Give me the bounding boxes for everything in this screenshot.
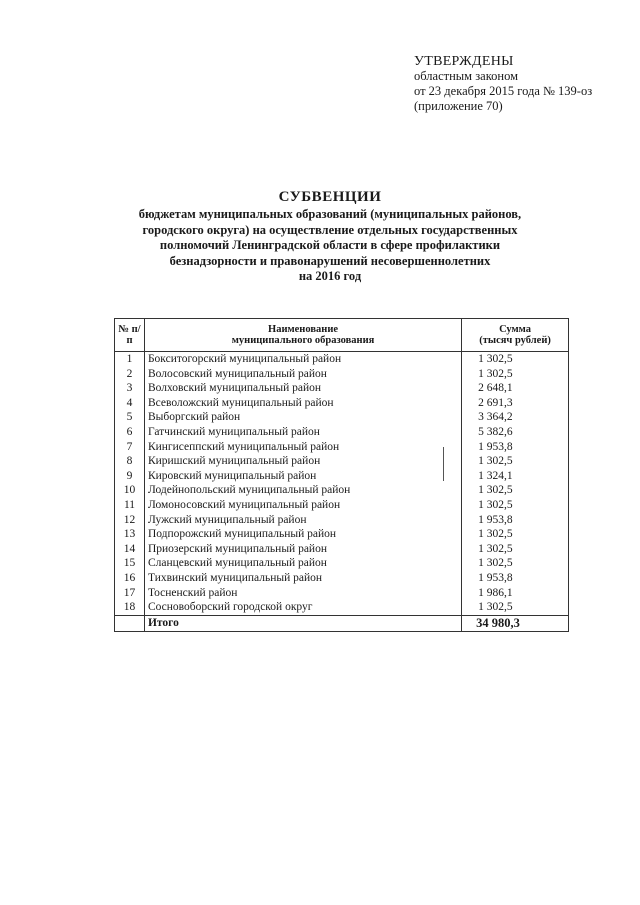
- row-name: Кировский муниципальный район: [144, 469, 461, 484]
- table-row: [115, 542, 569, 557]
- row-sum: 1 302,5: [462, 483, 569, 498]
- row-sum: 2 648,1: [462, 381, 569, 396]
- approval-line-3: (приложение 70): [414, 99, 503, 113]
- scan-mark-line: [443, 447, 444, 481]
- row-sum: 1 953,8: [462, 571, 569, 586]
- row-num: 14: [115, 542, 145, 557]
- row-name: Бокситогорский муниципальный район: [144, 352, 461, 367]
- row-sum: 1 953,8: [462, 440, 569, 455]
- row-num: 16: [115, 571, 145, 586]
- table-row: [115, 352, 569, 367]
- row-sum: 2 691,3: [462, 396, 569, 411]
- table-row: [115, 410, 569, 425]
- row-name: Сланцевский муниципальный район: [144, 556, 461, 571]
- row-num: 9: [115, 469, 145, 484]
- table-row: [115, 381, 569, 396]
- total-row: [115, 615, 569, 631]
- row-num: 15: [115, 556, 145, 571]
- row-num: 2: [115, 367, 145, 382]
- row-name: Приозерский муниципальный район: [144, 542, 461, 557]
- heading-line-4: безнадзорности и правонарушений несовершеннолетних: [169, 253, 491, 268]
- row-name: Тосненский район: [144, 586, 461, 601]
- table-row: [115, 425, 569, 440]
- table-row: [115, 556, 569, 571]
- row-num: 4: [115, 396, 145, 411]
- table-row: [115, 396, 569, 411]
- header-name-line-2: муниципального образования: [231, 335, 375, 346]
- subsidy-table: [114, 318, 569, 632]
- row-name: Сосновоборский городской округ: [144, 600, 461, 615]
- row-sum: 1 302,5: [462, 600, 569, 615]
- total-sum: 34 980,3: [462, 615, 569, 631]
- approval-title: УТВЕРЖДЕНЫ: [414, 54, 514, 69]
- row-name: Гатчинский муниципальный район: [144, 425, 461, 440]
- row-sum: 1 302,5: [462, 367, 569, 382]
- row-num: 6: [115, 425, 145, 440]
- row-name: Тихвинский муниципальный район: [144, 571, 461, 586]
- row-num: 12: [115, 513, 145, 528]
- heading-line-3: полномочий Ленинградской области в сфере профилактики: [159, 238, 501, 252]
- row-name: Лужский муниципальный район: [144, 513, 461, 528]
- row-sum: 3 364,2: [462, 410, 569, 425]
- header-sum-line-2: (тысяч рублей): [479, 335, 551, 346]
- row-name: Киришский муниципальный район: [144, 454, 461, 469]
- header-sum: [462, 319, 569, 352]
- header-name: [144, 319, 461, 352]
- table-row: [115, 454, 569, 469]
- row-sum: 1 302,5: [462, 527, 569, 542]
- row-num: 10: [115, 483, 145, 498]
- table-row: [115, 367, 569, 382]
- table-row: [115, 483, 569, 498]
- row-sum: 1 302,5: [462, 454, 569, 469]
- header-name-line-1: Наименование: [268, 323, 339, 335]
- row-name: Волховский муниципальный район: [144, 381, 461, 396]
- header-num: № п/п: [115, 319, 145, 352]
- row-sum: 1 953,8: [462, 513, 569, 528]
- row-num: 7: [115, 440, 145, 455]
- document-title: СУБВЕНЦИИ: [278, 189, 382, 205]
- table-row: [115, 498, 569, 513]
- row-name: Кингисеппский муниципальный район: [144, 440, 461, 455]
- row-sum: 5 382,6: [462, 425, 569, 440]
- table-row: [115, 586, 569, 601]
- approval-stamp: [414, 54, 592, 114]
- row-num: 5: [115, 410, 145, 425]
- row-num: 13: [115, 527, 145, 542]
- row-num: 1: [115, 352, 145, 367]
- table-row: [115, 600, 569, 615]
- row-name: Всеволожский муниципальный район: [144, 396, 461, 411]
- table-header-row: [115, 319, 569, 352]
- table-row: [115, 527, 569, 542]
- heading-line-2: городского округа) на осуществление отдельных государственных: [142, 222, 518, 237]
- total-label: Итого: [144, 615, 461, 631]
- row-name: Волосовский муниципальный район: [144, 367, 461, 382]
- header-sum-line-1: Сумма: [499, 323, 532, 335]
- row-sum: 1 986,1: [462, 586, 569, 601]
- row-name: Лодейнопольский муниципальный район: [144, 483, 461, 498]
- row-num: 18: [115, 600, 145, 615]
- heading-line-5: на 2016 год: [298, 269, 362, 283]
- row-num: 8: [115, 454, 145, 469]
- table-row: [115, 571, 569, 586]
- table-row: [115, 513, 569, 528]
- row-num: 3: [115, 381, 145, 396]
- row-sum: 1 302,5: [462, 498, 569, 513]
- row-num: 11: [115, 498, 145, 513]
- row-name: Ломоносовский муниципальный район: [144, 498, 461, 513]
- row-sum: 1 324,1: [462, 469, 569, 484]
- table-row: [115, 469, 569, 484]
- table-row: [115, 440, 569, 455]
- row-sum: 1 302,5: [462, 352, 569, 367]
- row-name: Выборгский район: [144, 410, 461, 425]
- approval-line-1: областным законом: [414, 69, 519, 83]
- row-sum: 1 302,5: [462, 556, 569, 571]
- row-num: 17: [115, 586, 145, 601]
- row-name: Подпорожский муниципальный район: [144, 527, 461, 542]
- row-sum: 1 302,5: [462, 542, 569, 557]
- document-heading: [100, 188, 560, 285]
- approval-line-2: от 23 декабря 2015 года № 139-оз: [414, 84, 593, 98]
- total-num-empty: [115, 615, 145, 631]
- heading-line-1: бюджетам муниципальных образований (муниципальных районов,: [138, 207, 522, 221]
